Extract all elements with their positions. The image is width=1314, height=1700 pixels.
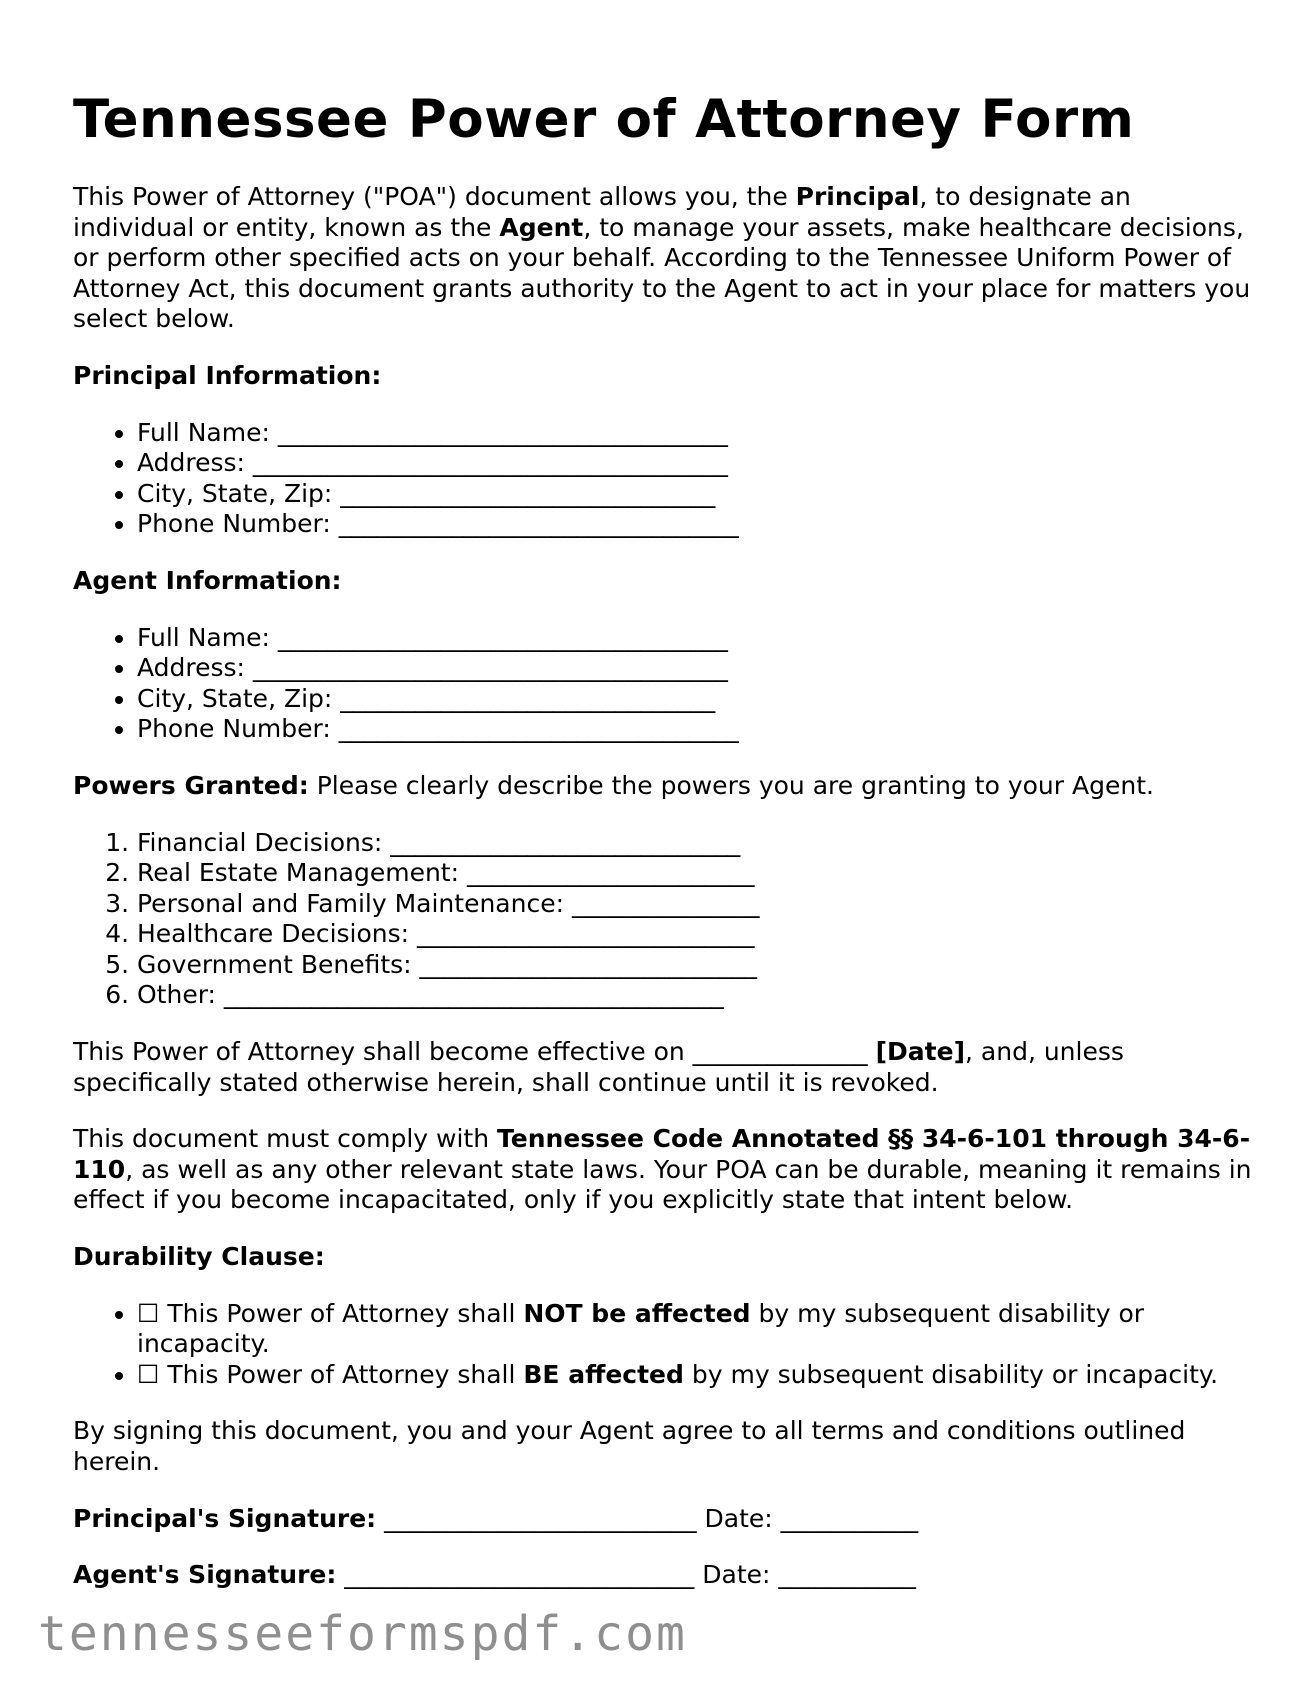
principal-signature-label: Principal's Signature: — [73, 1503, 377, 1533]
compliance-code-reference: Tennessee Code Annotated §§ 34-6-101 through 34-6-110 — [73, 1124, 1251, 1184]
durability-option-affected[interactable] — [137, 1360, 1253, 1391]
power-healthcare-field[interactable]: 4. Healthcare Decisions: ___________________________ — [137, 919, 1253, 950]
durability-heading: Durability Clause: — [73, 1242, 325, 1272]
durability-option-2-bold: BE affected — [523, 1359, 684, 1389]
agent-signature-line[interactable]: ____________________________ Date: ___________ — [336, 1560, 916, 1590]
agent-phone-field[interactable]: • Phone Number: ________________________________ — [137, 714, 1253, 745]
power-real-estate-field[interactable]: 2. Real Estate Management: _______________________ — [137, 858, 1253, 889]
intro-paragraph — [73, 182, 1253, 335]
effective-text-2: , and, unless specifically stated otherwise herein, shall continue until it is revoked. — [73, 1037, 1124, 1097]
principal-signature-line[interactable]: _________________________ Date: ___________ — [376, 1503, 919, 1533]
powers-list — [73, 828, 1253, 1012]
principal-phone-field[interactable]: • Phone Number: ________________________________ — [137, 509, 1253, 540]
agent-full-name-field[interactable]: • Full Name: ____________________________________ — [137, 623, 1253, 654]
compliance-text-1: This document must comply with — [73, 1124, 498, 1154]
powers-granted-paragraph — [73, 771, 1253, 802]
compliance-text-2: , as well as any other relevant state laws. Your POA can be durable, meaning it remains in effect if you become incapacitated, only if you explicitly state that intent below. — [73, 1154, 1252, 1215]
durability-option-1-text[interactable]: ☐ This Power of Attorney shall — [137, 1298, 524, 1328]
effective-date-paragraph — [73, 1037, 1253, 1098]
powers-granted-heading: Powers Granted: — [73, 770, 309, 800]
principal-info-heading: Principal Information: — [73, 360, 382, 390]
agent-address-field[interactable]: • Address: ______________________________________ — [137, 653, 1253, 684]
principal-address-field[interactable]: • Address: ______________________________________ — [137, 448, 1253, 479]
power-government-benefits-field[interactable]: 5. Government Benefits: ___________________________ — [137, 950, 1253, 981]
durability-option-2-tail: by my subsequent disability or incapacity. — [683, 1359, 1219, 1389]
power-financial-field[interactable]: 1. Financial Decisions: ____________________________ — [137, 828, 1253, 859]
compliance-paragraph — [73, 1124, 1253, 1216]
intro-principal-term: Principal — [795, 182, 920, 211]
agent-city-state-zip-field[interactable]: • City, State, Zip: ______________________________ — [137, 684, 1253, 715]
intro-text-1: This Power of Attorney ("POA") document allows you, the — [73, 182, 796, 211]
intro-text-2: , to designate an individual or entity, known as the — [73, 182, 1131, 242]
effective-text-1[interactable]: This Power of Attorney shall become effective on ______________ — [73, 1037, 876, 1067]
site-watermark: tennesseeformspdf.com — [38, 1606, 687, 1662]
principal-full-name-field[interactable]: • Full Name: ____________________________________ — [137, 418, 1253, 449]
effective-date-label: [Date] — [875, 1037, 966, 1067]
durability-option-2-text[interactable]: ☐ This Power of Attorney shall — [137, 1359, 524, 1389]
powers-granted-text: Please clearly describe the powers you are granting to your Agent. — [308, 770, 1154, 800]
intro-text-3: , to manage your assets, make healthcare decisions, or perform other specified acts on your behalf. According to the Tennessee Uniform Power of Attorney Act, this document grants authority to the Agent to act in your place for matters you select below. — [73, 212, 1251, 334]
agent-signature-row[interactable] — [73, 1560, 1253, 1591]
principal-city-state-zip-field[interactable]: • City, State, Zip: ______________________________ — [137, 479, 1253, 510]
document-page — [73, 88, 1253, 1617]
agent-info-list — [73, 623, 1253, 745]
agreement-paragraph: By signing this document, you and your Agent agree to all terms and conditions outlined herein. — [73, 1416, 1186, 1476]
power-family-maintenance-field[interactable]: 3. Personal and Family Maintenance: _______________ — [137, 889, 1253, 920]
principal-signature-row[interactable] — [73, 1504, 1253, 1535]
durability-option-1-bold: NOT be affected — [523, 1298, 751, 1328]
durability-option-1-tail: by my subsequent disability or incapacity. — [137, 1298, 1145, 1359]
durability-option-not-affected[interactable] — [137, 1299, 1253, 1360]
intro-agent-term: Agent — [499, 212, 584, 242]
page-title: Tennessee Power of Attorney Form — [73, 89, 1135, 150]
agent-signature-label: Agent's Signature: — [73, 1560, 337, 1590]
power-other-field[interactable]: 6. Other: ________________________________________ — [137, 980, 1253, 1011]
durability-options-list — [73, 1299, 1253, 1391]
agent-info-heading: Agent Information: — [73, 565, 342, 595]
principal-info-list — [73, 418, 1253, 540]
